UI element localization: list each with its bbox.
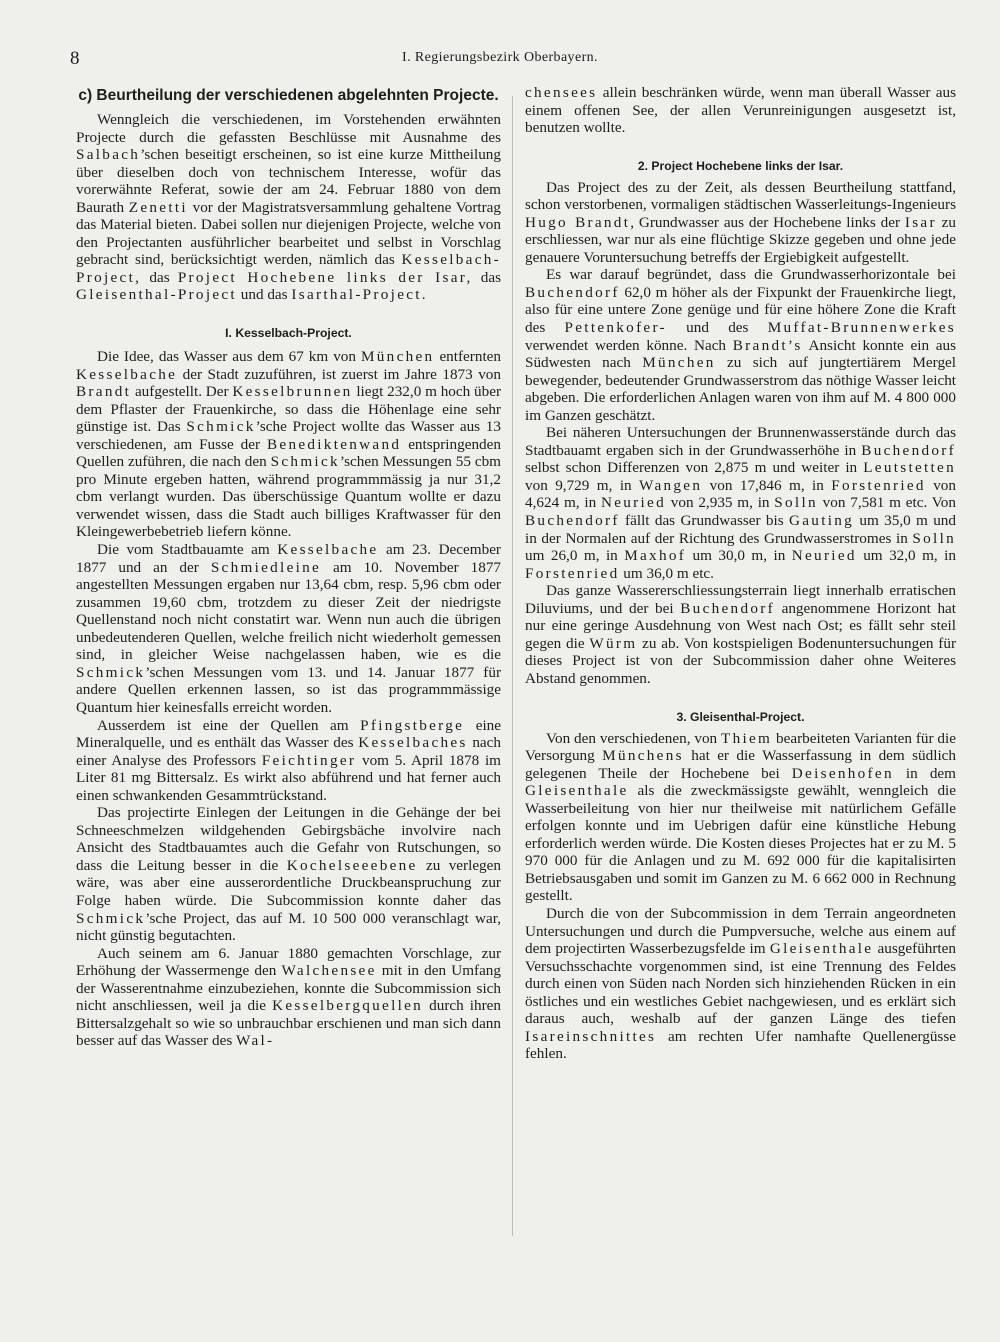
intro-paragraph: Wenngleich die verschiedenen, im Vorstehenden erwähnten Projecte durch die gefassten Beschlüsse mit Ausnahme des Salbach’schen beseitigt erscheinen, so ist eine kurze Mittheilung über dieselben doch von technischem Interesse, wofür das vorerwähnte Referat, sowie der am 24. Februar 1880 von dem Baurath Zenetti vor der Magistratsversammlung gehaltene Vortrag das Material bieten. Dabei sollen nur diejenigen Projecte, welche von den Projectanten ausführlicher bearbeitet und selbst in Vorschlag gebracht sind, berücksichtigt werden, nämlich das Kesselbach-Project, das Project Hochebene links der Isar, das Gleisenthal-Project und das Isarthal-Project. <box>76 111 502 304</box>
paragraph: Auch seinem am 6. Januar 1880 gemachten Vorschlage, zur Erhöhung der Wassermenge den Walchensee mit in den Umfang der Wasserentnahme einzubeziehen, konnte die Subcommission sich nicht anschliessen, weil ja die Kesselbergquellen durch ihren Bittersalzgehalt so wie so unbrauchbar erschienen und man sich dann besser auf das Wasser des Wal- <box>76 944 501 1050</box>
column-divider <box>512 96 513 1236</box>
section-heading: I. Kesselbach-Project. <box>225 326 352 341</box>
paragraph: Das ganze Wassererschliessungsterrain liegt innerhalb erratischen Diluviums, und der bei Buchendorf angenommene Horizont hat nur eine geringe Ausdehnung von West nach Ost; es fällt sehr steil gegen die Würm zu ab. Von kostspieligen Bodenuntersuchungen für dieses Project ist von der Subcommission daher ohne Weiteres Abstand genommen. <box>525 582 957 687</box>
subsection-title: c) Beurtheilung der verschiedenen abgelehnten Projecte. <box>78 87 499 104</box>
paragraph: Von den verschiedenen, von Thiem bearbeiteten Varianten für die Versorgung Münchens hat er die Wasserfassung in dem südlich gelegenen Theile der Hochebene bei Deisenhofen in dem Gleisenthale als die zweckmässigste gewählt, wenngleich die Wasserbeileitung von hier nur theilweise mit natürlichem Gefälle erfolgen konnte und im Uebrigen dafür eine künstliche Hebung erforderlich werden würde. Die Kosten dieses Projectes hat er zu M. 5 970 000 für die Anlagen und zu M. 692 000 für die kapitalisirten Betriebsausgaben und somit im Ganzen zu M. 6 662 000 in Rechnung gestellt. <box>525 729 957 905</box>
section-heading: 2. Project Hochebene links der Isar. <box>637 158 844 173</box>
paragraph: Das Project des zu der Zeit, als dessen Beurtheilung stattfand, schon verstorbenen, vormaligen städtischen Wasserleitungs-Ingenieurs Hugo Brandt, Grundwasser aus der Hochebene links der Isar zu erschliessen, war nur als eine flüchtige Skizze gegeben und ohne jede genauere Voruntersuchung betreffs der Ergiebigkeit aufgestellt. <box>525 178 956 266</box>
section-heading: 3. Gleisenthal-Project. <box>676 709 805 724</box>
right-column <box>525 84 956 1063</box>
left-column <box>76 84 501 1050</box>
paragraph: Das projectirte Einlegen der Leitungen in die Gehänge der bei Schneeschmelzen wildgehenden Gebirgsbäche involvire nach Ansicht des Stadtbauamtes auch die Gefahr von Rutschungen, so dass die Leitung besser in die Kochelseeebene zu verlegen wäre, was aber eine ausserordentliche Druckbeanspruchung zur Folge haben würde. Die Subcommission konnte daher das Schmick’sche Project, das auf M. 10 500 000 veranschlagt war, nicht günstig begutachten. <box>76 804 501 945</box>
paragraph: Durch die von der Subcommission in dem Terrain angeordneten Untersuchungen und durch die Pumpversuche, welche aus einem auf dem projectirten Wasserbezugsfelde im Gleisenthale ausgeführten Versuchsschachte vorgenommen sind, ist eine Trennung des Feldes durch einen von Süden nach Norden sich hinziehenden Rücken in ein östliches und ein westliches Gebiet nachgewiesen, und es erklärt sich daraus auch, weshalb auf der ganzen Länge des tiefen Isareinschnittes am rechten Ufer namhafte Quellenergüsse fehlen. <box>525 904 956 1063</box>
page-number: 8 <box>70 48 80 69</box>
paragraph: Die Idee, das Wasser aus dem 67 km von München entfernten Kesselbache der Stadt zuzuführen, ist zuerst im Jahre 1873 von Brandt aufgestellt. Der Kesselbrunnen liegt 232,0 m hoch über dem Pflaster der Frauenkirche, so dass die Höhenlage eine sehr günstige ist. Das Schmick’sche Project wollte das Wasser aus 13 verschiedenen, am Fusse der Benediktenwand entspringenden Quellen zuführen, die nach den Schmick’schen Messungen 55 cbm pro Minute ergeben hatten, während programmmässig ja nur 31,2 cbm verlangt wurden. Das überschüssige Quantum wollte er dazu verwendet wissen, dass die Stadt auch billiges Kraftwasser für den Kleingewerbebetrieb liefern könne. <box>76 348 502 541</box>
paragraph: Bei näheren Untersuchungen der Brunnenwasserstände durch das Stadtbauamt ergaben sich in der Grundwasserhöhe in Buchendorf selbst schon Differenzen von 2,875 m und weiter in Leutstetten von 9,729 m, in Wangen von 17,846 m, in Forstenried von 4,624 m, in Neuried von 2,935 m, in Solln von 7,581 m etc. Von Buchendorf fällt das Grundwasser bis Gauting um 35,0 m und in der Normalen auf der Richtung des Grundwasserstromes in Solln um 26,0 m, in Maxhof um 30,0 m, in Neuried um 32,0 m, in Forstenried um 36,0 m etc. <box>525 424 956 582</box>
running-head: I. Regierungsbezirk Oberbayern. <box>402 50 598 65</box>
paragraph: Es war darauf begründet, dass die Grundwasserhorizontale bei Buchendorf 62,0 m höher als der Fixpunkt der Frauenkirche liegt, also für eine untere Zone genüge und für eine höhere Zone die Kraft des Pettenkofer- und des Muffat-Brunnenwerkes verwendet werden könne. Nach Brandt’s Ansicht konnte ein aus Südwesten nach München zu sich auf jungtertiärem Mergel bewegender, bedeutender Grundwasserstrom das nöthige Wasser leicht abgeben. Die erforderlichen Anlagen waren von ihm auf M. 4 800 000 im Ganzen geschätzt. <box>525 266 957 424</box>
paragraph: Die vom Stadtbauamte am Kesselbache am 23. December 1877 und an der Schmiedleine am 10. November 1877 angestellten Messungen ergaben nur 13,64 cbm, resp. 5,96 cbm oder zusammen 19,60 cbm, trotzdem zu dieser Zeit der niedrigste Quellenstand noch nicht constatirt war. Wenn nun auch die übrigen unbedeutenderen Quellen, welche freilich nicht wiederholt gemessen sind, in gleicher Weise nachgelassen haben, wie es die Schmick’schen Messungen vom 13. und 14. Januar 1877 für andere Quellen erkennen lassen, so ist das programmmässige Quantum hier keinesfalls erreicht worden. <box>76 541 502 716</box>
continuation-paragraph: chensees allein beschränken würde, wenn man überall Wasser aus einem offenen See, der allen Verunreinigungen ausgesetzt ist, benutzen wollte. <box>525 84 956 137</box>
paragraph: Ausserdem ist eine der Quellen am Pfingstberge eine Mineralquelle, und es enthält das Wasser des Kesselbaches nach einer Analyse des Professors Feichtinger vom 5. April 1878 im Liter 81 mg Bittersalz. Es wirkt also abführend und hat ferner auch einen schwankenden Gesammtrückstand. <box>76 716 502 804</box>
